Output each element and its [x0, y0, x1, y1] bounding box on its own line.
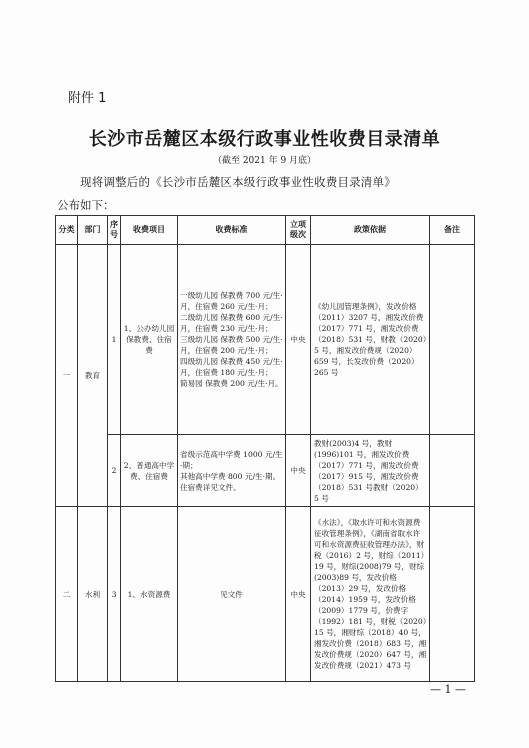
cell-department: 教育 — [78, 245, 108, 507]
page-number: — 1 — — [430, 683, 466, 696]
table-row — [56, 435, 475, 507]
cell-remark — [430, 435, 475, 507]
header-department: 部门 — [78, 216, 108, 245]
cell-seq: 1 — [108, 245, 121, 435]
cell-standard: 一级幼儿园 保教费 700 元/生·月，住宿费 260 元/生·月； 二级幼儿园 保教费 600 元/生·月，住宿费 230 元/生·月； 三级幼儿园 保教费 500 元/生·月，住宿费 200 元/生·月； 四级幼儿园 保教费 450 元/生·月，住宿费 180 元/生·月； 简易园 保教费 200 元/生·月。 — [178, 245, 286, 435]
cell-level: 中央 — [286, 245, 311, 435]
intro-line-2: 公布如下： — [57, 198, 115, 212]
header-standard: 收费标准 — [178, 216, 286, 245]
cell-level: 中央 — [286, 507, 311, 682]
header-basis: 政策依据 — [311, 216, 430, 245]
header-item: 收费项目 — [121, 216, 178, 245]
cell-basis: 教财(2003)4 号，教财(1996)101 号，湘发改价费（2017）771 号，湘发改价费（2017）915 号，湘发改价费（2018）531 号教财（2020）5 号 — [311, 435, 430, 507]
cell-basis: 《幼儿园管理条例》，发改价格（2011）3207 号，湘发改价费（2017）771 号，湘发改价费（2018）531 号，财教（2020）5 号，湘发改价费规（2020）659 号，长发改价费（2020）265 号 — [311, 245, 430, 435]
header-seq: 序号 — [108, 216, 121, 245]
header-remark: 备注 — [430, 216, 475, 245]
cell-department: 水利 — [78, 507, 108, 682]
document-subtitle: （截至 2021 年 9 月底） — [212, 156, 317, 166]
cell-standard: 见文件 — [178, 507, 286, 682]
attachment-label: 附件 1 — [68, 91, 107, 106]
cell-category: 二 — [56, 507, 78, 682]
fee-catalog-table — [55, 215, 475, 682]
cell-item: 1、水资源费 — [121, 507, 178, 682]
cell-seq: 3 — [108, 507, 121, 682]
table-row — [56, 507, 475, 682]
header-level: 立项级次 — [286, 216, 311, 245]
intro-line-1: 现将调整后的《长沙市岳麓区本级行政事业性收费目录清单》 — [80, 175, 396, 189]
header-category: 分类 — [56, 216, 78, 245]
cell-seq: 2 — [108, 435, 121, 507]
document-title: 长沙市岳麓区本级行政事业性收费目录清单 — [88, 129, 441, 150]
cell-standard: 省级示范高中学费 1000 元/生·期； 其他高中学费 800 元/生·期。 住宿费详见文件。 — [178, 435, 286, 507]
table-row — [56, 245, 475, 435]
cell-basis: 《水法》，《取水许可和水资源费征收管理条例》，《湖南省取水许可和水资源费征收管理办法》，财税（2016）2 号，财综（2011）19 号，财综(2008)79 号，财综(2003)89 号，发改价格（2013）29 号，发改价格（2014）1959 号，发改价格（2009）1779 号，价费字（1992）181 号，财税（2020）15 号，湘财综（2018）40 号，湘发改价费（2018）683 号，湘发改价费规（2020）647 号，湘发改价费规（2021）473 号 — [311, 507, 430, 682]
cell-category: 一 — [56, 245, 78, 507]
cell-item: 2、普通高中学费、住宿费 — [121, 435, 178, 507]
table-header-row — [56, 216, 475, 245]
cell-item: 1、公办幼儿园保教费、住宿费 — [121, 245, 178, 435]
cell-remark — [430, 507, 475, 682]
cell-level: 中央 — [286, 435, 311, 507]
cell-remark — [430, 245, 475, 435]
